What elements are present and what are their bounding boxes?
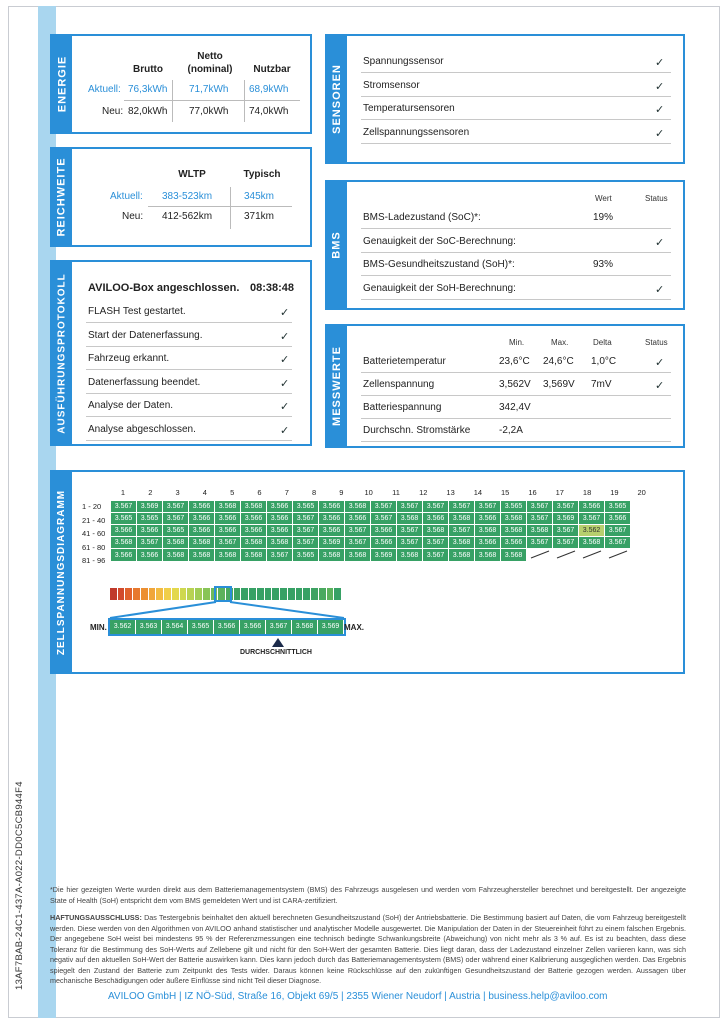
gradient-segment [280,588,288,600]
cell-value: 3.566 [319,501,345,513]
protokoll-item: Datenerfassung beendet. [88,376,201,388]
row-label: 1 - 20 [82,502,102,511]
check-icon: ✓ [655,357,665,369]
average-marker-icon [272,638,284,647]
column-label: 9 [339,488,344,497]
column-label: 3 [175,488,180,497]
sensor-item: Temperatursensoren [363,103,455,114]
check-icon: ✓ [280,401,290,413]
energie-label-neu: Neu: [102,106,124,117]
column-label: 12 [419,488,428,497]
cell-value: 3.567 [371,501,397,513]
cell-value: 3.566 [215,525,241,537]
row-divider [361,96,671,97]
column-label: 19 [610,488,619,497]
column-label: 7 [284,488,289,497]
reichweite-value: 383-523km [162,191,213,202]
gradient-segment [187,588,195,600]
cell-value: 3.568 [163,549,189,562]
cell-value: 3.567 [397,525,423,537]
cell-value: 3.567 [163,513,189,525]
scale-min-label: MIN. [90,623,107,632]
bms-col-status: Status [645,194,668,203]
cell-value: 3.566 [241,513,267,525]
energie-value: 76,3kWh [128,84,168,95]
messwert-min: 3,562V [499,379,531,390]
check-icon: ✓ [280,377,290,390]
cell-table [110,500,631,562]
energie-title: ENERGIE [56,55,69,113]
reichweite-card [50,147,312,247]
gradient-segment [311,588,319,600]
cell-value: 3.566 [137,549,163,562]
cell-value: 3.565 [137,513,163,525]
zell-title: ZELLSPANNUNGSDIAGRAMM [56,489,68,655]
scale-cell: 3.562 [110,620,136,634]
row-divider [86,369,292,370]
column-label: 1 [120,488,126,497]
gradient-segment [149,588,157,600]
cell-value: 3.566 [423,513,449,525]
bms-value: 19% [593,212,614,223]
row-label: 21 - 40 [82,515,106,525]
cell-value: 3.568 [319,549,345,562]
energie-label-aktuell: Aktuell: [88,84,121,95]
cell-value: 3.567 [553,537,579,549]
protokoll-item: Fahrzeug erkannt. [88,353,170,364]
gradient-segment [141,588,149,600]
cell-value: 3.567 [423,549,449,562]
column-label: 6 [257,488,262,497]
check-icon: ✓ [655,80,665,93]
protokoll-title: AUSFÜHRUNGSPROTOKOLL [56,272,68,434]
column-label: 18 [582,488,592,497]
cell-value: 3.568 [241,549,267,562]
messwert-delta: 1,0°C [591,356,617,367]
cell-value: 3.566 [267,525,293,537]
cell-value: 3.567 [527,501,553,513]
check-icon: ✓ [280,354,290,366]
gradient-segment [303,588,311,600]
cell-value: 3.568 [163,537,189,549]
cell-value: 3.567 [137,537,163,549]
cell-value: 3.562 [579,525,605,537]
disclaimer-text: Das Testergebnis beinhaltet den aktuell berechneten Gesundheitszustand (SoH) der Antriebsbatterie. Die Bestimmung basiert auf Daten, die vom Fahrzeug bereitgestellt werden. Diese werden von den Algorithmen von AVILOO anhand statistischer und analytischer Modelle ausgewertet. Die Manipulation der Daten in der Steuereinheit führt zu einem falschen Ergebnis. Der angegebene SoH weist bei mindestens 95 % der Referenzmessungen eine technisch bedingte Schwankungsbreite (Abweichung) von nicht mehr als 3 % auf. Es ist zu beachten, dass diese Toleranz für die Bestimmung des SoH-Werts auf Zellebene gilt und nicht für den SoH-Wert der gesamten Batterie. Dies liegt daran, dass der Ladezustand einzelner Zellen variieren kann, was sich negativ auf den aktuellen SoH-Wert der Batterie auswirken kann. Dies kann jedoch durch das Batteriemanagementsystem (BMS) oder während einer Kalibrierung ausgeglichen werden. Das Ergebnis spiegelt den Zustand der Batterie zum Zeitpunkt des Tests wider. Daraus können keine Rückschlüsse auf den zukünftigen Gesundheitszustand der Batterie gezogen werden. Aussagen über mechanische Beschädigungen oder äußere Einflüsse sind nicht Teil dieser Diagnose. [50,913,687,985]
reichweite-value: 412-562km [162,211,213,222]
energie-header-brutto: Brutto [133,64,163,75]
cell-value: 3.568 [397,549,423,562]
cell-value: 3.568 [475,549,501,562]
sensoren-card [325,34,685,164]
disclaimer-title: HAFTUNGSAUSSCHLUSS: [50,913,142,922]
protokoll-item: FLASH Test gestartet. [88,306,186,317]
cell-value: 3.566 [189,525,215,537]
company-address: AVILOO GmbH | IZ NÖ-Süd, Straße 16, Objekt 69/5 | 2355 Wiener Neudorf | Austria | business.help@aviloo.com [108,991,608,1002]
gradient-segment [133,588,141,600]
check-icon: ✓ [655,57,665,69]
messwerte-title: MESSWERTE [331,346,343,426]
cell-value [553,549,579,562]
messwert-label: Durchschn. Stromstärke [363,425,471,436]
cell-value: 3.567 [527,513,553,525]
cell-value: 3.566 [189,501,215,513]
column-label: 4 [202,488,207,497]
gradient-segment [195,588,203,600]
sensor-item: Zellspannungssensoren [363,126,470,138]
energie-value: 77,0kWh [189,106,229,117]
row-divider [361,252,671,253]
messwerte-col-status: Status [645,338,668,347]
check-icon: ✓ [655,236,665,249]
gradient-segment [249,588,257,600]
row-label: 41 - 60 [82,529,106,538]
cell-value: 3.567 [553,501,579,513]
check-icon: ✓ [655,380,665,392]
cell-value: 3.568 [345,501,371,513]
cell-value: 3.566 [371,525,397,537]
column-label: 2 [148,488,153,497]
cell-value: 3.567 [449,501,475,513]
cell-value: 3.568 [501,513,527,525]
messwert-label: Zellenspannung [363,379,435,390]
check-icon: ✓ [280,330,290,343]
bms-card [325,180,685,310]
cell-value: 3.566 [345,513,371,525]
cell-value: 3.567 [267,549,293,562]
reichweite-label-neu: Neu: [122,211,144,222]
gradient-segment [272,588,280,600]
energie-value: 71,7kWh [189,84,229,95]
cell-value [527,549,553,562]
cell-value: 3.566 [319,513,345,525]
cell-value: 3.567 [397,537,423,549]
cell-value: 3.568 [527,525,553,537]
row-divider [361,143,671,144]
row-divider [361,228,671,229]
scale-max-label: MAX. [344,623,364,632]
column-label: 10 [364,488,373,497]
cell-value: 3.565 [501,501,527,513]
scale-cell: 3.567 [266,620,292,634]
sensoren-title: SENSOREN [331,64,343,134]
cell-value: 3.566 [605,513,631,525]
cell-value: 3.566 [267,501,293,513]
row-divider [361,372,671,373]
reichweite-label-aktuell: Aktuell: [110,191,143,202]
cell-value: 3.567 [371,513,397,525]
cell-value: 3.567 [527,537,553,549]
row-divider [361,72,671,73]
cell-value: 3.567 [605,525,631,537]
protokoll-card [50,260,312,446]
cell-value: 3.568 [241,501,267,513]
bms-col-wert: Wert [595,194,612,203]
scale-cell: 3.565 [188,620,214,634]
scale-cell: 3.569 [318,620,344,634]
cell-value: 3.565 [293,501,319,513]
gradient-segment [125,588,133,600]
cell-value: 3.567 [345,525,371,537]
row-divider [86,440,292,441]
column-label: 14 [473,488,483,497]
bms-item: BMS-Gesundheitszustand (SoH)*: [363,259,515,270]
cell-value: 3.568 [579,537,605,549]
cell-value: 3.567 [449,525,475,537]
cell-value: 3.566 [241,525,267,537]
footnote: *Die hier gezeigten Werte wurden direkt aus dem Batteriemanagementsystem (BMS) des Fahrzeugs ausgelesen und werden vom Fahrzeughersteller berechnet und bereitgestellt. Der angezeigte State of Health (SoH) entspricht dem vom BMS gemeldeten Wert und ist CARA-zertifiziert. [50,885,686,905]
cell-value: 3.566 [475,537,501,549]
cell-value: 3.568 [345,549,371,562]
column-label: 13 [446,488,455,497]
reichweite-title: REICHWEITE [56,157,68,237]
cell-value: 3.568 [501,549,527,562]
cell-value: 3.566 [111,525,137,537]
reichweite-header-wltp: WLTP [178,169,206,180]
scale-cell: 3.566 [240,620,266,634]
cell-value: 3.567 [111,501,137,513]
column-label: 5 [230,488,235,497]
gradient-segment [296,588,304,600]
cell-value: 3.568 [189,549,215,562]
column-label: 11 [392,488,400,497]
check-icon: ✓ [280,424,290,437]
protokoll-item: Analyse der Daten. [88,400,174,411]
check-icon: ✓ [655,104,665,116]
cell-value: 3.568 [241,537,267,549]
cell-value: 3.567 [345,537,371,549]
protokoll-item: Analyse abgeschlossen. [88,423,196,435]
protokoll-heading: AVILOO-Box angeschlossen. [88,282,240,294]
disclaimer [50,913,686,987]
column-label: 20 [637,488,646,497]
cell-value: 3.566 [111,549,137,562]
cell-value: 3.567 [163,501,189,513]
gradient-segment [288,588,296,600]
messwert-label: Batterietemperatur [363,356,446,367]
row-divider [361,395,671,396]
cell-value: 3.568 [449,549,475,562]
cell-value: 3.565 [163,525,189,537]
cell-value: 3.567 [553,525,579,537]
messwert-label: Batteriespannung [363,402,442,413]
scale-cell: 3.566 [214,620,240,634]
column-label: 15 [501,488,510,497]
protokoll-item: Start der Datenerfassung. [88,329,203,341]
zell-card [50,470,685,674]
scale-cell: 3.568 [292,620,318,634]
cell-value: 3.566 [189,513,215,525]
row-divider [361,275,671,276]
bms-title: BMS [331,231,344,259]
gradient-segment [118,588,126,600]
messwerte-card [325,324,685,448]
cell-value: 3.566 [579,501,605,513]
cell-value: 3.566 [371,537,397,549]
average-label: DURCHSCHNITTLICH [240,649,312,656]
check-icon: ✓ [280,307,290,319]
cell-value: 3.568 [423,525,449,537]
cell-value: 3.568 [111,537,137,549]
gradient-segment [327,588,335,600]
cell-value: 3.568 [397,513,423,525]
cell-value: 3.566 [475,513,501,525]
cell-value: 3.569 [371,549,397,562]
gradient-segment [156,588,164,600]
gradient-segment [110,588,118,600]
row-label: 81 - 96 [82,556,106,565]
cell-value: 3.568 [475,525,501,537]
energie-header-netto: Netto (nominal) [187,51,233,75]
cell-value: 3.569 [137,501,163,513]
cell-value: 3.566 [137,525,163,537]
gradient-segment [241,588,249,600]
energie-value: 82,0kWh [128,106,168,117]
cell-value: 3.565 [605,501,631,513]
cell-value: 3.567 [293,537,319,549]
cell-value: 3.568 [449,537,475,549]
reichweite-header-typisch: Typisch [243,169,281,180]
cell-value: 3.566 [267,513,293,525]
check-icon: ✓ [655,127,665,140]
column-label: 16 [528,488,537,497]
gradient-segment [334,588,342,600]
row-label: 61 - 80 [82,542,106,552]
cell-value: 3.568 [267,537,293,549]
scale-cell: 3.563 [136,620,162,634]
energie-card [50,34,312,134]
cell-value: 3.566 [319,525,345,537]
cell-value: 3.565 [111,513,137,525]
column-label: 8 [312,488,317,497]
cell-value: 3.567 [605,537,631,549]
check-icon: ✓ [655,283,665,296]
protokoll-time: 08:38:48 [250,282,295,294]
row-divider [86,393,292,394]
messwerte-col-min: Min. [509,338,525,347]
messwerte-col-max: Max. [551,338,569,347]
gradient-segment [180,588,188,600]
messwert-max: 24,6°C [543,356,574,367]
row-divider [86,322,292,323]
cell-value: 3.567 [215,537,241,549]
cell-value: 3.567 [397,501,423,513]
messwert-min: 342,4V [499,402,531,413]
cell-value: 3.567 [579,513,605,525]
gradient-segment [203,588,211,600]
cell-value: 3.568 [501,525,527,537]
column-label: 17 [555,488,564,497]
cell-value: 3.566 [501,537,527,549]
cell-value: 3.568 [189,537,215,549]
bms-item: BMS-Ladezustand (SoC)*: [363,212,481,223]
cell-value: 3.566 [215,513,241,525]
vehicle-id: 13AF7BAB-24C1-437A-A022-DD0C5CB944F4 [14,781,25,990]
cell-value: 3.567 [293,513,319,525]
energie-value: 74,0kWh [249,106,289,117]
row-divider [86,416,292,417]
zoom-connector [108,600,348,620]
cell-value: 3.568 [215,549,241,562]
gradient-segment [265,588,273,600]
scale-cell: 3.564 [162,620,188,634]
messwert-min: -2,2A [499,425,523,436]
cell-value: 3.569 [553,513,579,525]
cell-value: 3.567 [293,525,319,537]
cell-value: 3.567 [423,501,449,513]
gradient-segment [234,588,242,600]
cell-value: 3.567 [475,501,501,513]
energie-value: 68,9kWh [249,84,289,95]
voltage-scale [108,618,346,636]
bms-value: 93% [593,259,614,270]
cell-value: 3.568 [215,501,241,513]
cell-value [579,549,605,562]
gradient-segment [172,588,180,600]
gradient-segment [257,588,265,600]
cell-value [605,549,631,562]
row-divider [361,299,671,300]
reichweite-value: 345km [244,191,275,202]
row-divider [361,119,671,120]
gradient-segment [164,588,172,600]
reichweite-value: 371km [244,211,275,222]
bms-item: Genauigkeit der SoC-Berechnung: [363,235,516,247]
messwerte-col-delta: Delta [593,338,612,347]
row-divider [361,418,671,419]
row-divider [361,441,671,442]
messwert-min: 23,6°C [499,356,530,367]
sensor-item: Stromsensor [363,79,420,91]
messwert-max: 3,569V [543,379,575,390]
bms-item: Genauigkeit der SoH-Berechnung: [363,282,516,294]
sensor-item: Spannungssensor [363,56,444,67]
energie-header-nutzbar: Nutzbar [253,64,291,75]
cell-value: 3.569 [319,537,345,549]
cell-value: 3.565 [293,549,319,562]
row-divider [86,346,292,347]
messwert-delta: 7mV [591,379,612,390]
cell-value: 3.567 [423,537,449,549]
gradient-segment [319,588,327,600]
cell-value: 3.568 [449,513,475,525]
